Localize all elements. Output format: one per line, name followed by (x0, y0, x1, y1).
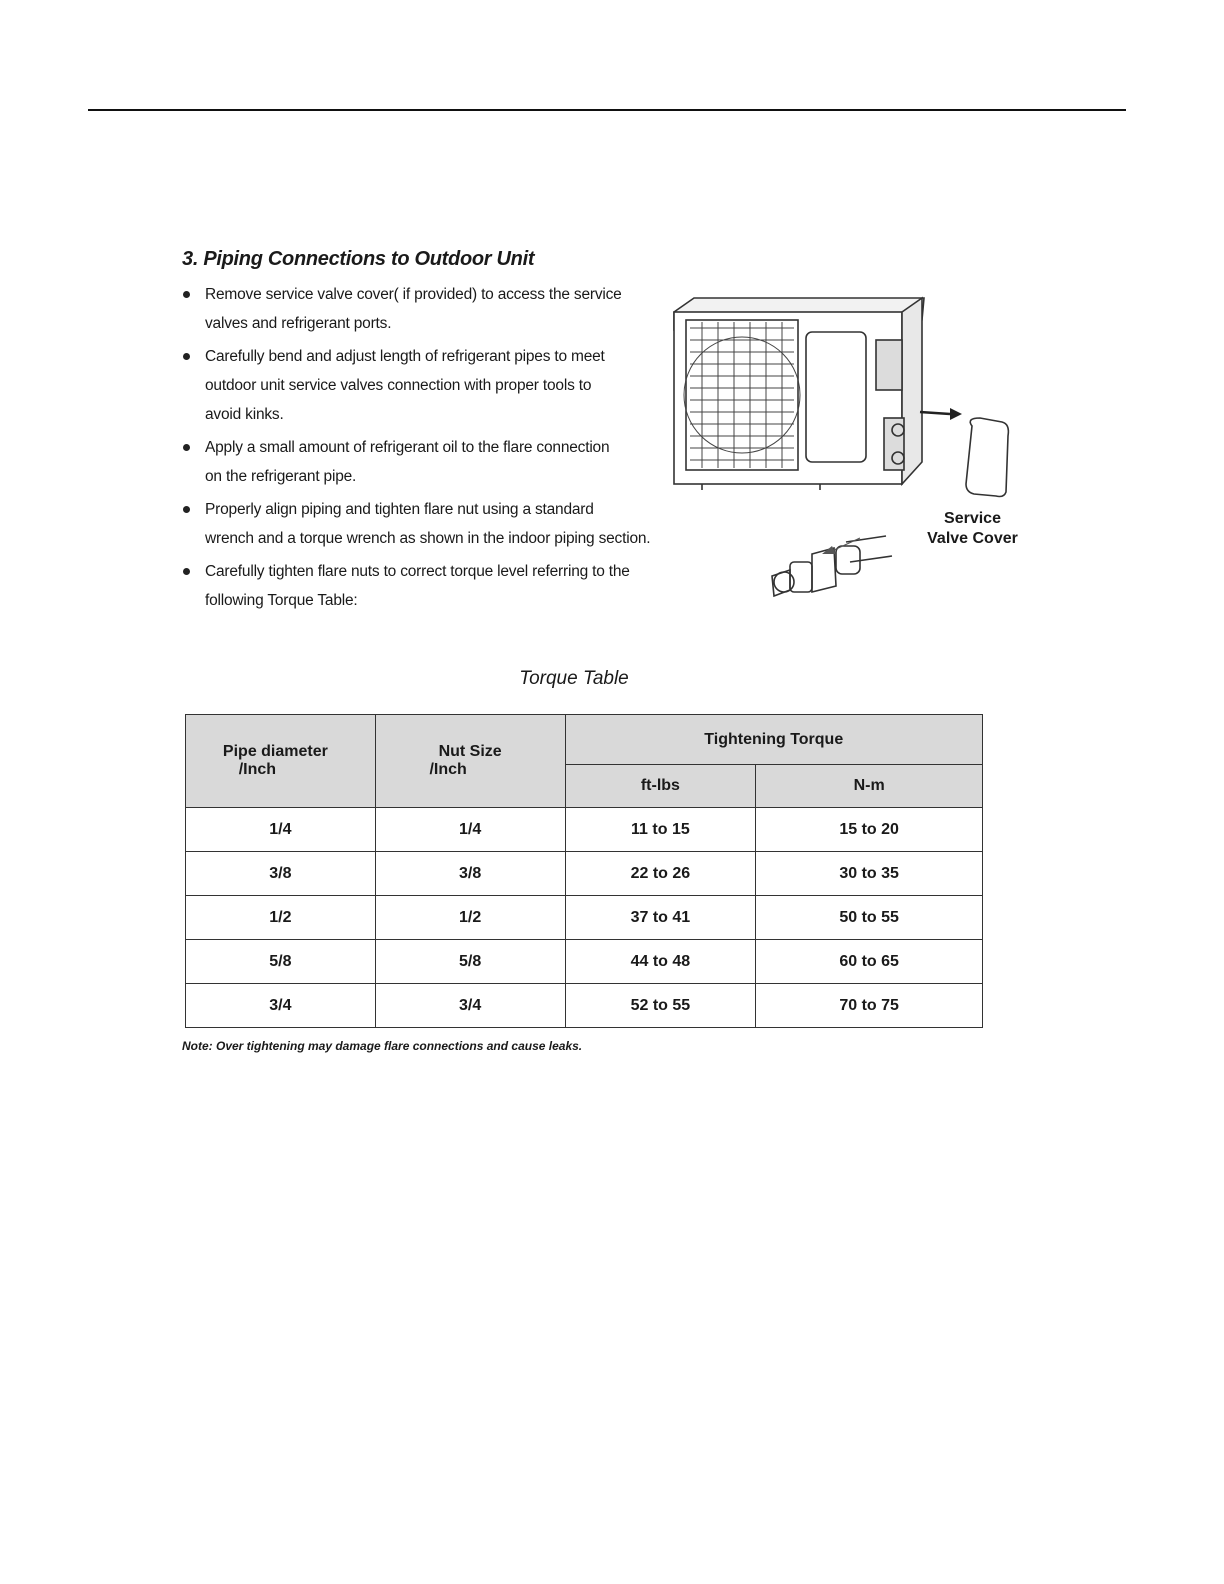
cell-nut-size: 3/8 (375, 852, 565, 896)
instruction-item (182, 557, 722, 615)
cell-pipe-diameter: 3/4 (186, 984, 376, 1028)
instruction-line: Carefully bend and adjust length of refrigerant pipes to meet (205, 348, 605, 365)
table-note: Note: Over tightening may damage flare connections and cause leaks. (182, 1039, 583, 1053)
caption-line: Service (944, 510, 1001, 527)
cell-pipe-diameter: 1/2 (186, 896, 376, 940)
table-row (186, 808, 983, 852)
outdoor-unit-body (674, 298, 924, 490)
cell-ft-lbs: 11 to 15 (565, 808, 756, 852)
table-title: Torque Table (519, 668, 629, 689)
instruction-item (182, 280, 722, 338)
service-valve-cover (966, 418, 1008, 497)
bullet-icon (183, 291, 190, 298)
instruction-line: Carefully tighten flare nuts to correct torque level referring to the (205, 563, 630, 580)
instruction-line: on the refrigerant pipe. (205, 468, 357, 485)
header-line: Nut Size (438, 743, 502, 760)
table-row (186, 940, 983, 984)
instruction-line: Properly align piping and tighten flare nut using a standard (205, 501, 594, 518)
cell-n-m: 60 to 65 (756, 940, 983, 984)
cell-pipe-diameter: 1/4 (186, 808, 376, 852)
instruction-line: Apply a small amount of refrigerant oil to the flare connection (205, 439, 610, 456)
cell-nut-size: 5/8 (375, 940, 565, 984)
instruction-list (182, 280, 722, 619)
header-line: /Inch (238, 761, 277, 778)
cell-ft-lbs: 37 to 41 (565, 896, 756, 940)
instruction-line: following Torque Table: (205, 592, 358, 609)
table-header-row (186, 715, 983, 765)
cell-ft-lbs: 22 to 26 (565, 852, 756, 896)
bullet-icon (183, 568, 190, 575)
table-row (186, 984, 983, 1028)
cell-n-m: 50 to 55 (756, 896, 983, 940)
outdoor-unit-illustration (666, 290, 1036, 620)
header-line: /Inch (429, 761, 467, 778)
figure-caption (905, 509, 1040, 549)
instruction-line: valves and refrigerant ports. (205, 315, 392, 332)
bullet-icon (183, 353, 190, 360)
cell-pipe-diameter: 3/8 (186, 852, 376, 896)
instruction-line: avoid kinks. (205, 406, 284, 423)
header-ft-lbs: ft-lbs (565, 765, 756, 808)
header-line: Pipe diameter (222, 743, 328, 760)
header-nut-size (375, 715, 565, 808)
header-n-m: N-m (756, 765, 983, 808)
cell-pipe-diameter: 5/8 (186, 940, 376, 984)
instruction-line: wrench and a torque wrench as shown in the indoor piping section. (205, 530, 651, 547)
cell-n-m: 30 to 35 (756, 852, 983, 896)
instruction-line: outdoor unit service valves connection with proper tools to (205, 377, 592, 394)
header-tightening-torque: Tightening Torque (565, 715, 982, 765)
caption-line: Valve Cover (927, 530, 1018, 547)
instruction-item (182, 342, 722, 429)
bullet-icon (183, 506, 190, 513)
cell-nut-size: 1/2 (375, 896, 565, 940)
cell-nut-size: 1/4 (375, 808, 565, 852)
torque-table (185, 714, 983, 1028)
cell-n-m: 70 to 75 (756, 984, 983, 1028)
cell-ft-lbs: 52 to 55 (565, 984, 756, 1028)
arrow-right-icon (920, 408, 962, 420)
bullet-icon (183, 444, 190, 451)
instruction-item (182, 495, 722, 553)
section-title: 3. Piping Connections to Outdoor Unit (182, 248, 535, 270)
cell-nut-size: 3/4 (375, 984, 565, 1028)
flare-connection-detail (772, 536, 892, 596)
cell-n-m: 15 to 20 (756, 808, 983, 852)
table-row (186, 896, 983, 940)
table-row (186, 852, 983, 896)
header-rule (88, 109, 1126, 111)
instruction-line: Remove service valve cover( if provided) to access the service (205, 286, 622, 303)
cell-ft-lbs: 44 to 48 (565, 940, 756, 984)
instruction-item (182, 433, 722, 491)
